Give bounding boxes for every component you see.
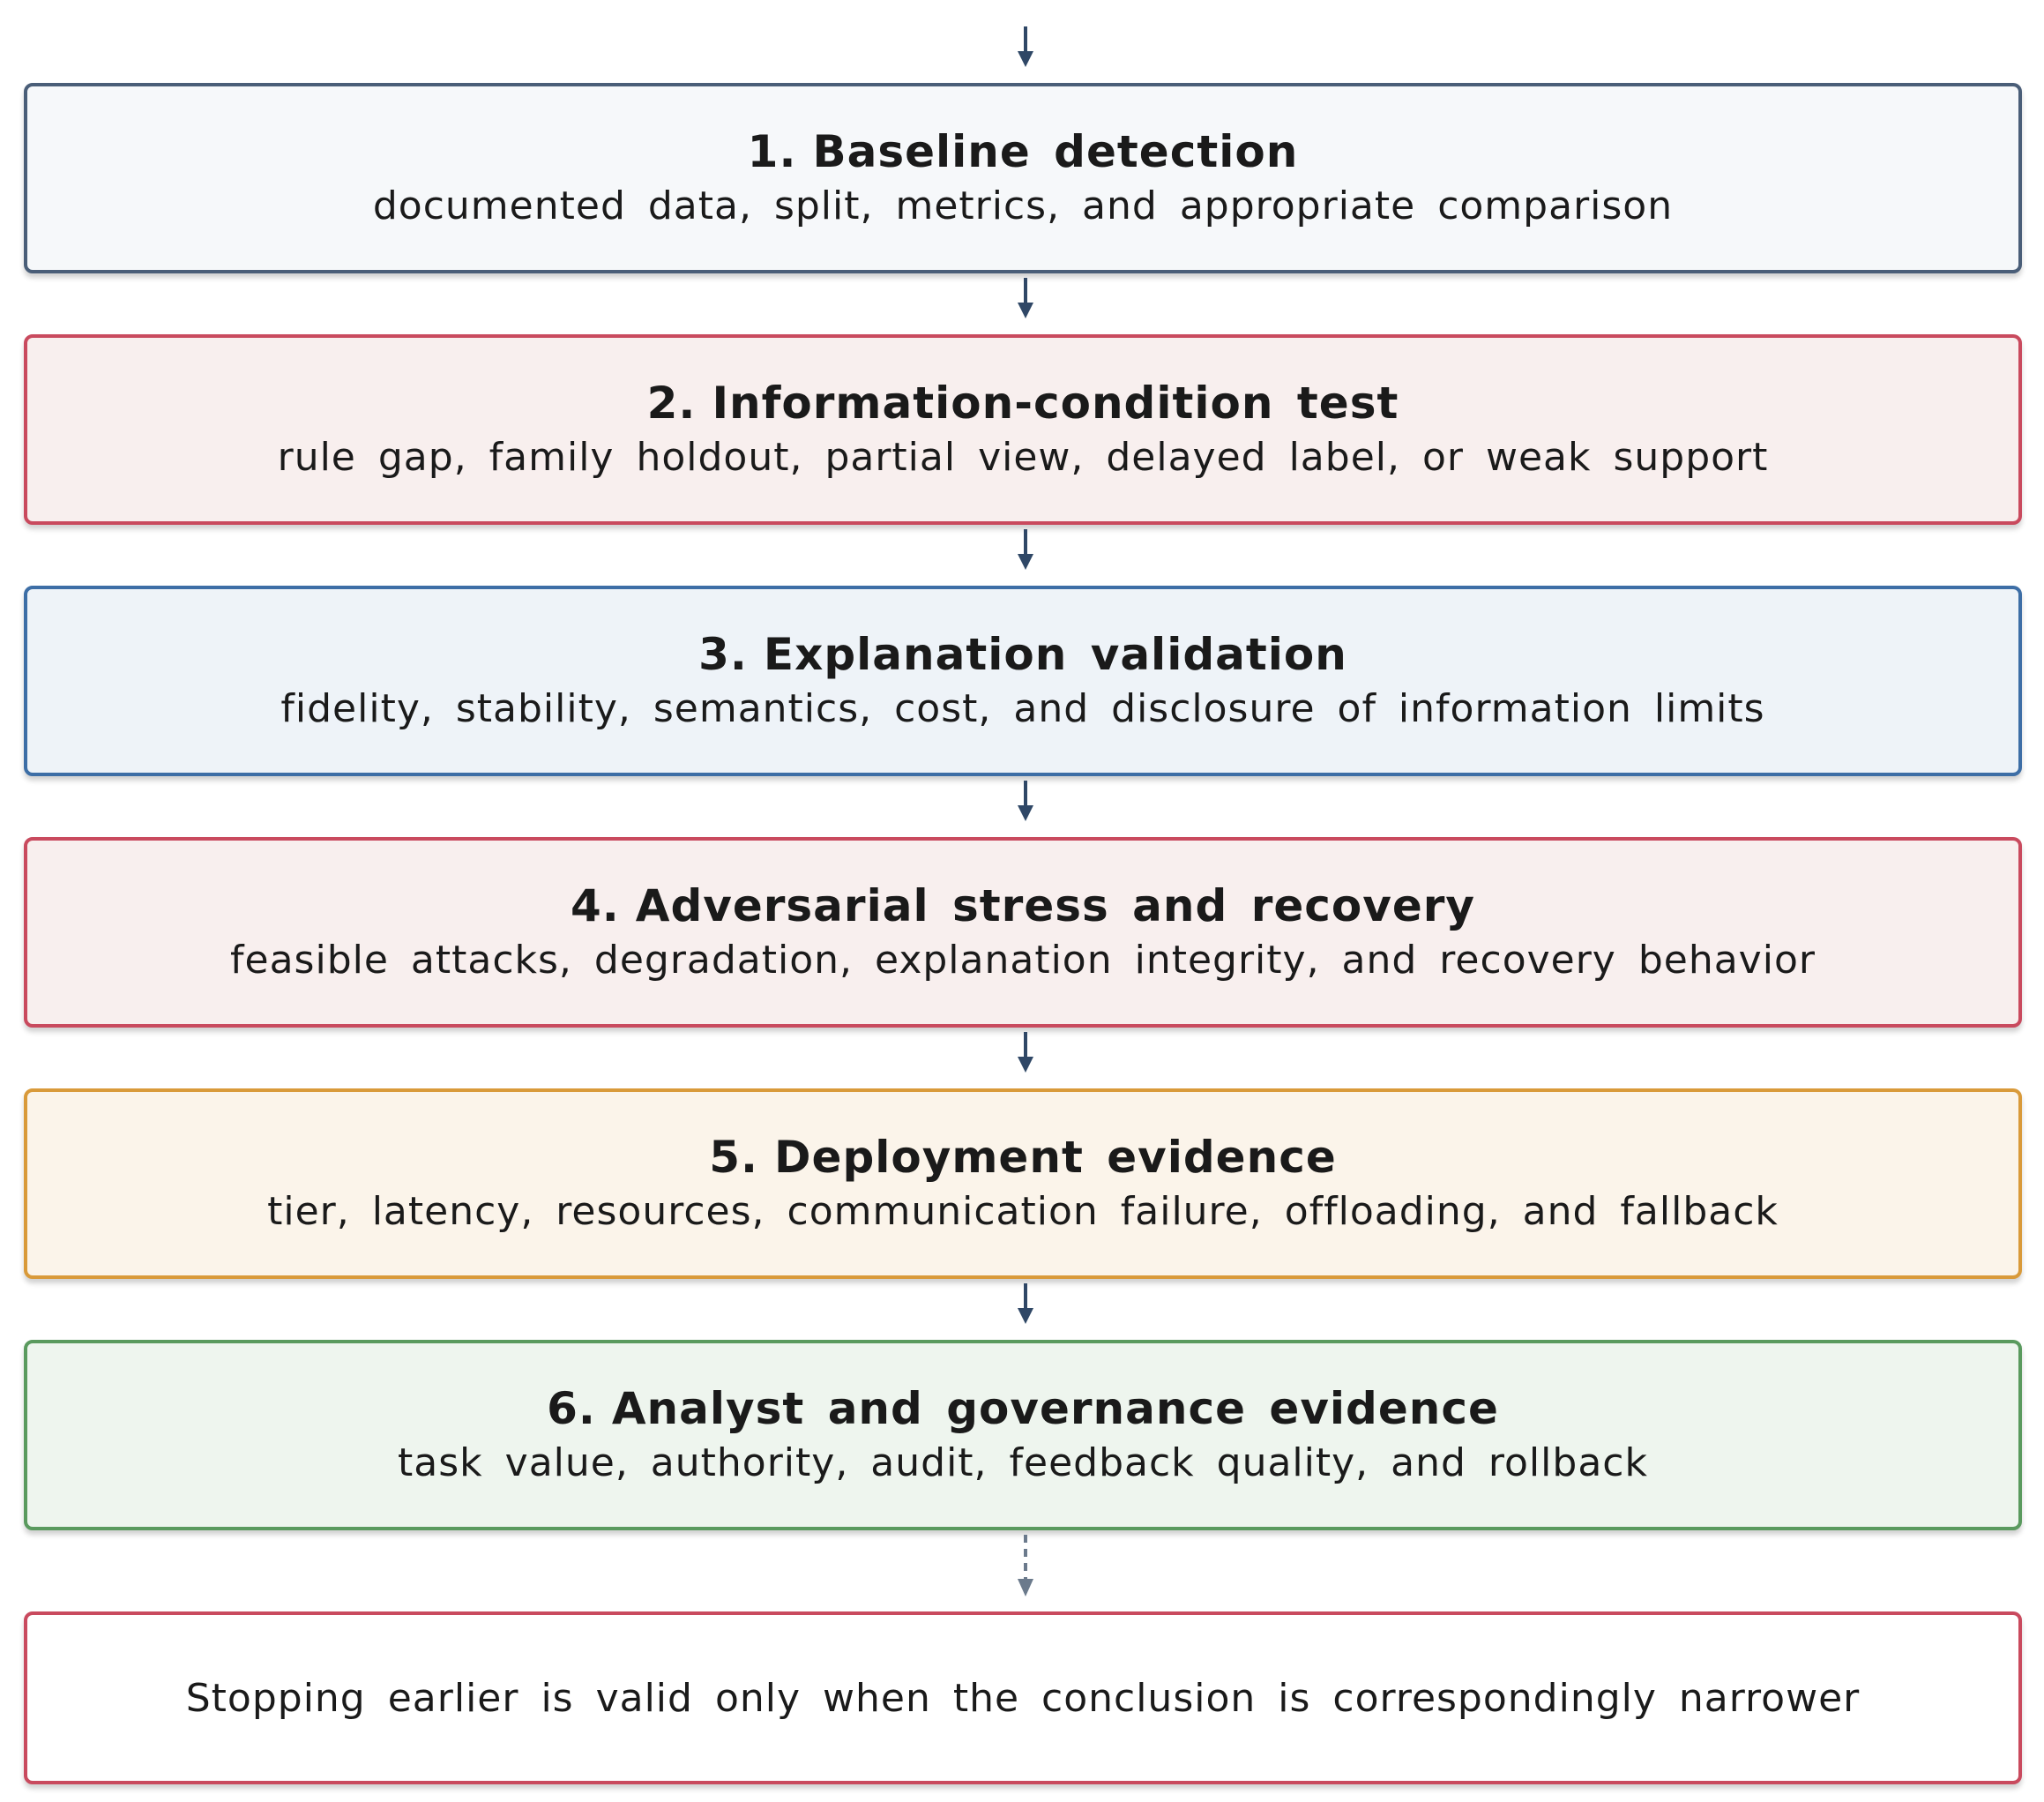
stage-5-number: 5. [709,1132,759,1184]
stage-4-title-text: Adversarial stress and recovery [635,880,1476,932]
stage-4-box [24,837,2022,1028]
stage-6-title [547,1381,1499,1437]
stage-2-box [24,334,2022,525]
stage-2-detail: rule gap, family holdout, partial view, delayed label, or weak support [277,434,1769,480]
stage-3-number: 3. [698,629,748,681]
stage-5-title [709,1130,1337,1185]
stage-3-box [24,586,2022,776]
stage-2-number: 2. [646,378,697,430]
arrow-5-to-6 [1012,1282,1039,1326]
arrow-3-to-4 [1012,779,1039,823]
stage-3-detail: fidelity, stability, semantics, cost, and disclosure of information limits [280,685,1765,731]
arrow-6-to-note-dashed [1012,1533,1039,1598]
stage-1-detail: documented data, split, metrics, and appropriate comparison [372,183,1674,228]
stage-4-detail: feasible attacks, degradation, explanation integrity, and recovery behavior [230,937,1816,983]
stage-3-title-text: Explanation validation [763,629,1347,681]
stage-3-title [698,627,1347,683]
stage-5-detail: tier, latency, resources, communication failure, offloading, and fallback [267,1188,1779,1234]
stage-6-detail: task value, authority, audit, feedback quality, and rollback [398,1439,1648,1485]
stage-2-title [647,376,1399,431]
stage-6-box [24,1340,2022,1530]
stage-6-number: 6. [547,1383,596,1435]
stage-1-box [24,83,2022,273]
stage-6-title-text: Analyst and governance evidence [611,1383,1499,1435]
stage-1-number: 1. [747,126,797,178]
stopping-rule-note [24,1611,2022,1784]
stage-4-number: 4. [570,880,620,932]
stage-1-title-text: Baseline detection [812,126,1299,178]
stage-4-title [571,879,1475,934]
stage-2-title-text: Information-condition test [712,378,1399,430]
stage-1-title [748,124,1299,180]
entry-arrow [1012,25,1039,69]
arrow-4-to-5 [1012,1030,1039,1074]
stopping-rule-text: Stopping earlier is valid only when the conclusion is correspondingly narrower [185,1675,1861,1721]
arrow-1-to-2 [1012,276,1039,320]
stage-5-box [24,1088,2022,1279]
stage-5-title-text: Deployment evidence [774,1132,1337,1184]
arrow-2-to-3 [1012,527,1039,572]
